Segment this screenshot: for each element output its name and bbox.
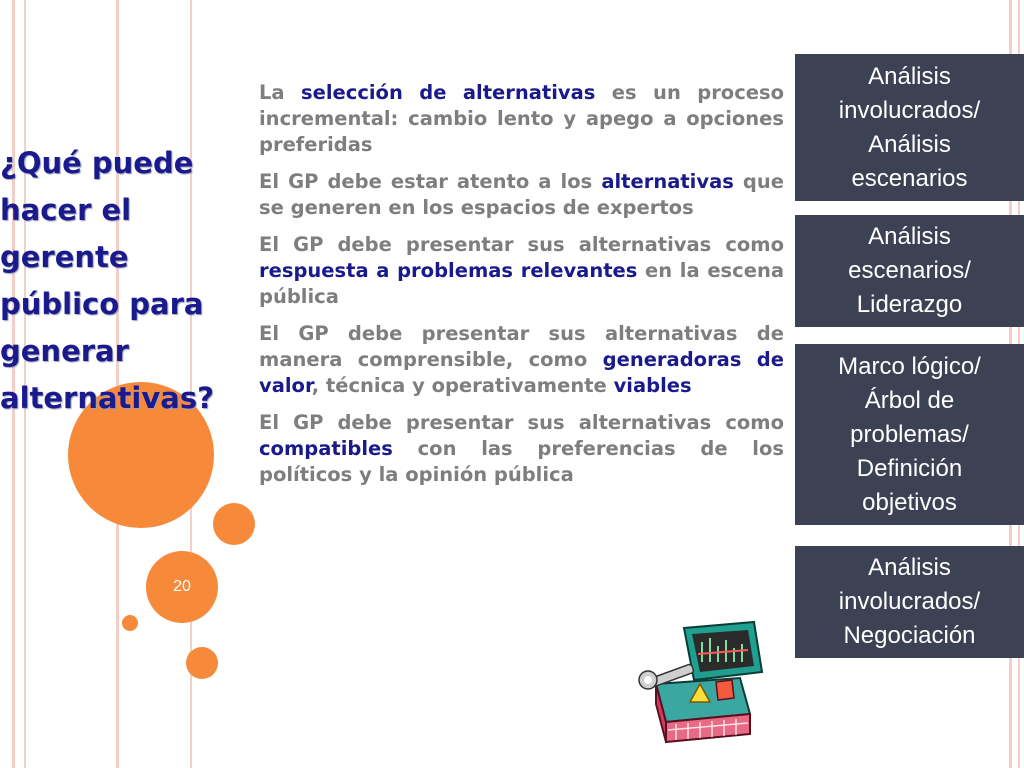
method-box-label: Análisis involucrados/ Análisis escenarios	[838, 62, 981, 192]
highlighted-text: selección de alternativas	[301, 81, 596, 104]
paragraph-text: El GP debe estar atento a los	[259, 170, 602, 193]
method-box-4	[795, 546, 1024, 658]
paragraph-text: La	[259, 81, 302, 104]
decorative-circle-small	[186, 647, 218, 679]
decorative-circle-small	[122, 615, 138, 631]
body-paragraph	[259, 232, 784, 310]
paragraph-text: es un proceso incremental: cambio lento y apego a opciones preferidas	[259, 81, 784, 156]
paragraph-text: que se generen en los espacios de expertos	[259, 170, 784, 219]
body-paragraph	[259, 410, 784, 488]
decorative-circle-medium	[213, 503, 255, 545]
method-box-3	[795, 344, 1024, 525]
paragraph-text: El GP debe presentar sus alternativas como	[259, 411, 784, 434]
highlighted-text: respuesta a problemas relevantes	[259, 259, 638, 282]
highlighted-text: compatibles	[259, 437, 393, 460]
paragraph-text: con las preferencias de los políticos y la opinión pública	[259, 437, 784, 486]
highlighted-text: viables	[613, 374, 692, 397]
method-box-1	[795, 54, 1024, 201]
method-box-label: Análisis involucrados/ Negociación	[838, 554, 981, 649]
body-text	[259, 80, 784, 499]
highlighted-text: alternativas	[601, 170, 734, 193]
method-box-label: Marco lógico/ Árbol de problemas/ Definición objetivos	[838, 352, 981, 516]
method-box-2	[795, 215, 1024, 327]
body-paragraph	[259, 80, 784, 158]
paragraph-text: El GP debe presentar sus alternativas como	[259, 233, 784, 256]
page-number-badge	[146, 551, 218, 623]
slide-title: ¿Qué puede hacer el gerente público para generar alternativas?	[0, 146, 214, 415]
method-box-label: Análisis escenarios/ Liderazgo	[848, 223, 971, 318]
page-number: 20	[173, 578, 191, 595]
paragraph-text: en la escena pública	[259, 259, 784, 308]
highlighted-text: generadoras de valor	[259, 348, 784, 397]
paragraph-text: , técnica y operativamente	[311, 374, 614, 397]
toolbox-icon	[636, 618, 770, 746]
paragraph-text: El GP debe presentar sus alternativas de manera comprensible, como	[259, 322, 784, 371]
body-paragraph	[259, 169, 784, 221]
body-paragraph	[259, 321, 784, 399]
